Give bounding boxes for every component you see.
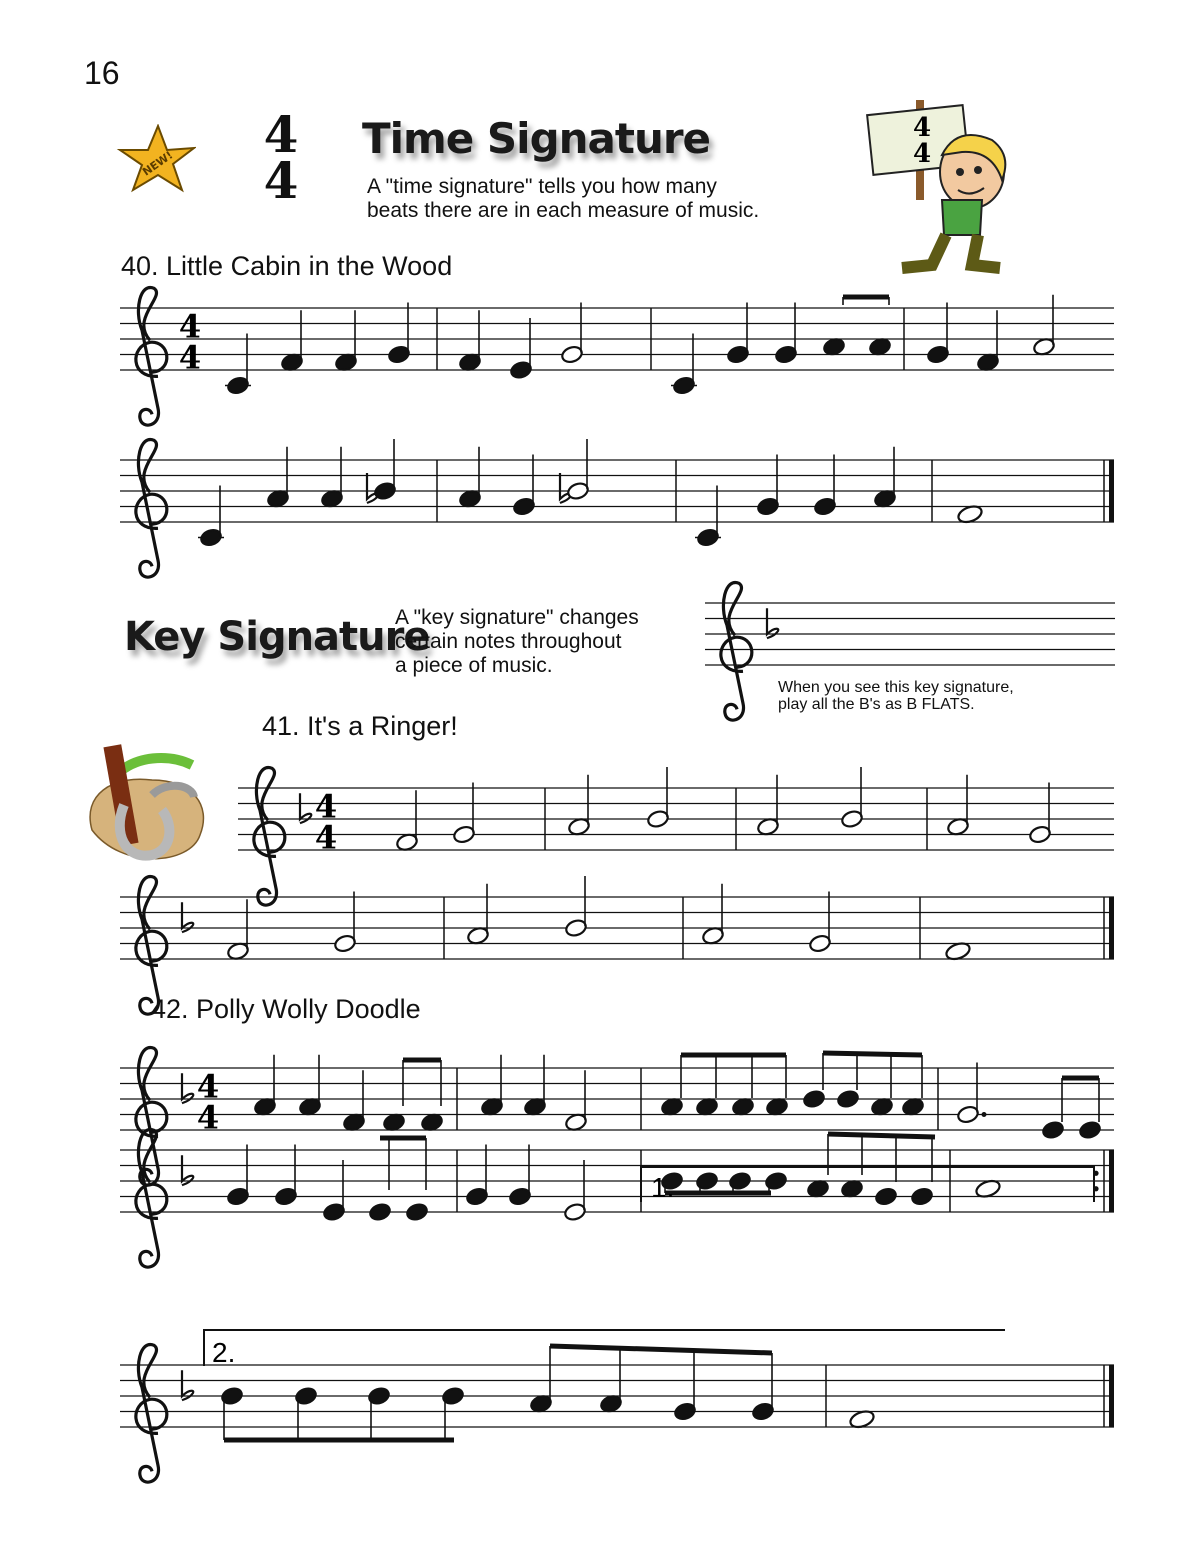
note-head [836, 1089, 860, 1109]
note-head [874, 1187, 898, 1207]
svg-text:4: 4 [912, 113, 932, 143]
ts-top: 4 [263, 105, 299, 164]
desc-line: a piece of music. [395, 654, 553, 677]
beam [828, 1134, 935, 1137]
time-signature-bottom: 4 [196, 1098, 220, 1137]
note-head [405, 1202, 429, 1222]
time-signature-title: Time Signature [362, 114, 711, 163]
note-head [1078, 1120, 1102, 1140]
note-head [660, 1097, 684, 1117]
ending-label: 2. [212, 1337, 236, 1368]
key-signature-description [395, 606, 695, 678]
note-head [420, 1112, 444, 1132]
staff-system [120, 287, 1114, 425]
time-signature-top: 4 [314, 787, 338, 826]
note-head [822, 337, 846, 357]
time-signature-bottom: 4 [314, 818, 338, 857]
key-signature-title: Key Signature [124, 614, 430, 660]
beam [550, 1346, 772, 1353]
note-head [728, 1171, 752, 1191]
song-title: 41. It's a Ringer! [262, 711, 458, 741]
staff-system [120, 439, 1114, 577]
desc-line: A "key signature" changes [395, 606, 639, 629]
ending-label: 1. [651, 1172, 675, 1203]
song-title: 42. Polly Wolly Doodle [151, 994, 421, 1024]
staff-system [120, 1129, 1114, 1267]
note-line: play all the B's as B FLATS. [778, 696, 975, 713]
note-head [840, 1179, 864, 1199]
note-head [802, 1089, 826, 1109]
dot [982, 1112, 987, 1117]
note-head [764, 1171, 788, 1191]
time-signature-bottom: 4 [178, 338, 202, 377]
desc-line: A "time signature" tells you how many [367, 175, 717, 198]
horseshoe-illustration [82, 735, 212, 870]
note-head [695, 1171, 719, 1191]
time-signature-top: 4 [178, 307, 202, 346]
note-line: When you see this key signature, [778, 679, 1014, 696]
note-head [910, 1187, 934, 1207]
svg-text:4: 4 [912, 139, 932, 169]
note-head [382, 1112, 406, 1132]
final-bar-thick [1109, 460, 1114, 522]
note-head [695, 1097, 719, 1117]
new-badge-text: NEW! [140, 148, 176, 179]
ts-bottom: 4 [263, 151, 299, 210]
final-bar-thick [1109, 1365, 1114, 1427]
note-head [731, 1097, 755, 1117]
note-head [868, 337, 892, 357]
time-signature-top: 4 [196, 1067, 220, 1106]
page-number: 16 [84, 55, 120, 91]
final-bar-thick [1109, 1150, 1114, 1212]
note-head [901, 1097, 925, 1117]
song-title: 40. Little Cabin in the Wood [121, 251, 453, 281]
final-bar-thick [1109, 897, 1114, 959]
staff-system [120, 1047, 1114, 1185]
desc-line: beats there are in each measure of music. [367, 199, 760, 222]
note-head [765, 1097, 789, 1117]
note-head [1041, 1120, 1065, 1140]
beam [823, 1053, 922, 1055]
note-head [806, 1179, 830, 1199]
staff-system [120, 1344, 1114, 1482]
note-head [870, 1097, 894, 1117]
staff-system [238, 767, 1114, 905]
note-head [368, 1202, 392, 1222]
desc-line: certain notes throughout [395, 630, 622, 653]
key-signature-note [778, 679, 1098, 713]
